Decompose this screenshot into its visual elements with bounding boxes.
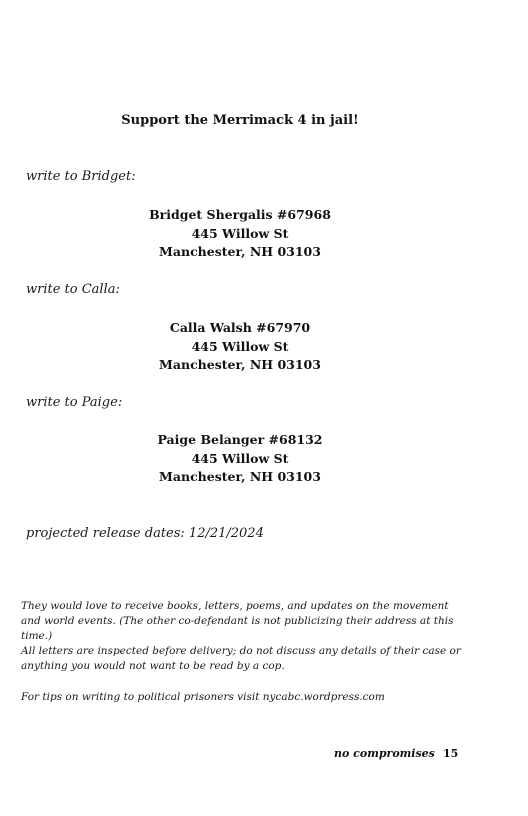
release-dates: projected release dates: 12/21/2024 bbox=[26, 526, 264, 541]
address-name: Paige Belanger #68132 bbox=[157, 432, 323, 447]
prompt-bridget: write to Bridget: bbox=[26, 169, 136, 184]
address-bridget bbox=[0, 206, 480, 262]
note-inspection: All letters are inspected before delivery; do not discuss any details of their case or anything you would not want to be read by a cop. bbox=[21, 645, 461, 672]
footer-title: no compromises bbox=[334, 747, 435, 760]
address-city: Manchester, NH 03103 bbox=[159, 469, 321, 484]
page-number: 15 bbox=[443, 747, 459, 760]
prompt-calla: write to Calla: bbox=[26, 282, 120, 297]
address-paige bbox=[0, 431, 480, 487]
address-name: Calla Walsh #67970 bbox=[169, 320, 311, 335]
address-name: Bridget Shergalis #67968 bbox=[149, 207, 331, 222]
address-street: 445 Willow St bbox=[191, 225, 289, 241]
page-heading: Support the Merrimack 4 in jail! bbox=[121, 113, 359, 128]
prompt-paige: write to Paige: bbox=[26, 395, 123, 410]
address-street: 445 Willow St bbox=[191, 450, 289, 466]
address-street: 445 Willow St bbox=[191, 338, 289, 354]
address-calla bbox=[0, 319, 480, 375]
note-letters: They would love to receive books, letters, poems, and updates on the movement and world events. (The other co-defendant is not publicizing their address at this time.) bbox=[21, 600, 454, 642]
note-tips: For tips on writing to political prisoners visit nycabc.wordpress.com bbox=[21, 691, 385, 703]
address-city: Manchester, NH 03103 bbox=[159, 357, 321, 372]
address-city: Manchester, NH 03103 bbox=[159, 244, 321, 259]
